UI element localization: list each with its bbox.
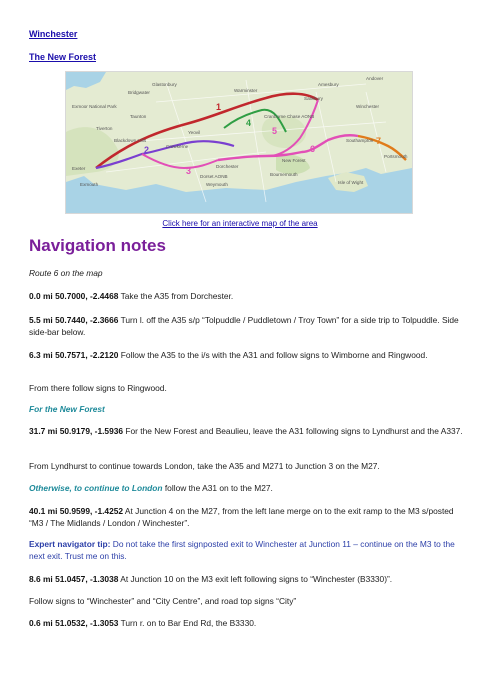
- label-new-forest: New Forest: [282, 158, 306, 163]
- step-5-text: At Junction 4 on the M27, from the left lane merge on to the exit ramp to the M3 s/posted “M3 / The Midlands / London / Winchester”.: [29, 506, 454, 528]
- new-forest-heading: For the New Forest: [29, 404, 105, 414]
- step-6-followup: Follow signs to “Winchester” and “City Centre”, and road top signs “City”: [29, 596, 297, 606]
- winchester-link[interactable]: Winchester: [29, 29, 78, 39]
- route-map[interactable]: [65, 71, 413, 214]
- tip-heading: Expert navigator tip:: [29, 539, 111, 549]
- label-exeter: Exeter: [72, 166, 86, 171]
- step-6-text: At Junction 10 on the M3 exit left following signs to “Winchester (B3330)”.: [118, 574, 393, 584]
- expert-tip: [29, 538, 469, 562]
- route-marker-7: 7: [376, 136, 382, 146]
- label-taunton: Taunton: [130, 114, 147, 119]
- label-andover: Andover: [366, 76, 384, 81]
- route-marker-2: 2: [144, 145, 150, 155]
- label-warminster: Warminster: [234, 88, 258, 93]
- label-isle-of-wight: Isle of Wight: [338, 180, 364, 185]
- step-2-coords: 5.5 mi 50.7440, -2.3666: [29, 315, 119, 325]
- step-7: [29, 617, 469, 629]
- label-blackdown: Blackdown Hills: [114, 138, 147, 143]
- route-marker-5: 5: [272, 126, 278, 136]
- step-6: [29, 573, 469, 585]
- label-dorset-aonb: Dorset AONB: [200, 174, 228, 179]
- route-marker-4: 4: [246, 118, 252, 128]
- label-exmoor: Exmoor National Park: [72, 104, 117, 109]
- label-tiverton: Tiverton: [96, 126, 113, 131]
- london-line: [29, 482, 469, 494]
- route-line: Route 6 on the map: [29, 268, 103, 278]
- london-text: follow the A31 on to the M27.: [162, 483, 273, 493]
- step-4-followup: From Lyndhurst to continue towards London, take the A35 and M271 to Junction 3 on the M27.: [29, 461, 380, 471]
- step-1: [29, 290, 469, 302]
- label-dorchester: Dorchester: [216, 164, 239, 169]
- step-4-coords: 31.7 mi 50.9179, -1.5936: [29, 426, 124, 436]
- label-southampton: Southampton: [346, 138, 374, 143]
- route-map-svg: [66, 72, 412, 213]
- step-4: [29, 425, 469, 437]
- step-6-coords: 8.6 mi 51.0457, -1.3038: [29, 574, 119, 584]
- step-5: [29, 505, 469, 529]
- label-portsmouth: Portsmouth: [384, 154, 408, 159]
- step-3-text: Follow the A35 to the i/s with the A31 and follow signs to Wimborne and Ringwood.: [118, 350, 428, 360]
- route-marker-1: 1: [216, 102, 222, 112]
- label-exmouth: Exmouth: [80, 182, 99, 187]
- step-7-coords: 0.6 mi 51.0532, -1.3053: [29, 618, 119, 628]
- step-2: [29, 314, 469, 338]
- label-salisbury: Salisbury: [304, 96, 323, 101]
- interactive-map-link[interactable]: Click here for an interactive map of the area: [162, 219, 318, 228]
- label-bournemouth: Bournemouth: [270, 172, 298, 177]
- new-forest-link[interactable]: The New Forest: [29, 52, 97, 62]
- step-3-followup: From there follow signs to Ringwood.: [29, 383, 167, 393]
- london-heading: Otherwise, to continue to London: [29, 483, 163, 493]
- route-marker-3: 3: [186, 166, 192, 176]
- step-3: [29, 349, 469, 361]
- step-2-text: Turn l. off the A35 s/p “Tolpuddle / Puddletown / Troy Town” for a side trip to Tolpuddle. Side side-bar below.: [29, 315, 459, 337]
- label-yeovil: Yeovil: [188, 130, 201, 135]
- step-3-coords: 6.3 mi 50.7571, -2.2120: [29, 350, 119, 360]
- step-1-coords: 0.0 mi 50.7000, -2.4468: [29, 291, 119, 301]
- label-glastonbury: Glastonbury: [152, 82, 177, 87]
- label-winchester: Winchester: [356, 104, 379, 109]
- label-weymouth: Weymouth: [206, 182, 228, 187]
- step-4-text: For the New Forest and Beaulieu, leave the A31 following signs to Lyndhurst and the A337.: [123, 426, 463, 436]
- route-marker-6: 6: [310, 144, 316, 154]
- step-5-coords: 40.1 mi 50.9599, -1.4252: [29, 506, 124, 516]
- tip-text: Do not take the first signposted exit to Winchester at Junction 11 – continue on the M3 to the next exit. Trust me on this.: [29, 539, 455, 561]
- label-bridgwater: Bridgwater: [128, 90, 150, 95]
- label-amesbury: Amesbury: [318, 82, 339, 87]
- page-title: Navigation notes: [29, 236, 166, 255]
- label-cranborne: Cranborne Chase AONB: [264, 114, 315, 119]
- step-7-text: Turn r. on to Bar End Rd, the B3330.: [118, 618, 257, 628]
- label-crewkerne: Crewkerne: [166, 144, 189, 149]
- step-1-text: Take the A35 from Dorchester.: [118, 291, 234, 301]
